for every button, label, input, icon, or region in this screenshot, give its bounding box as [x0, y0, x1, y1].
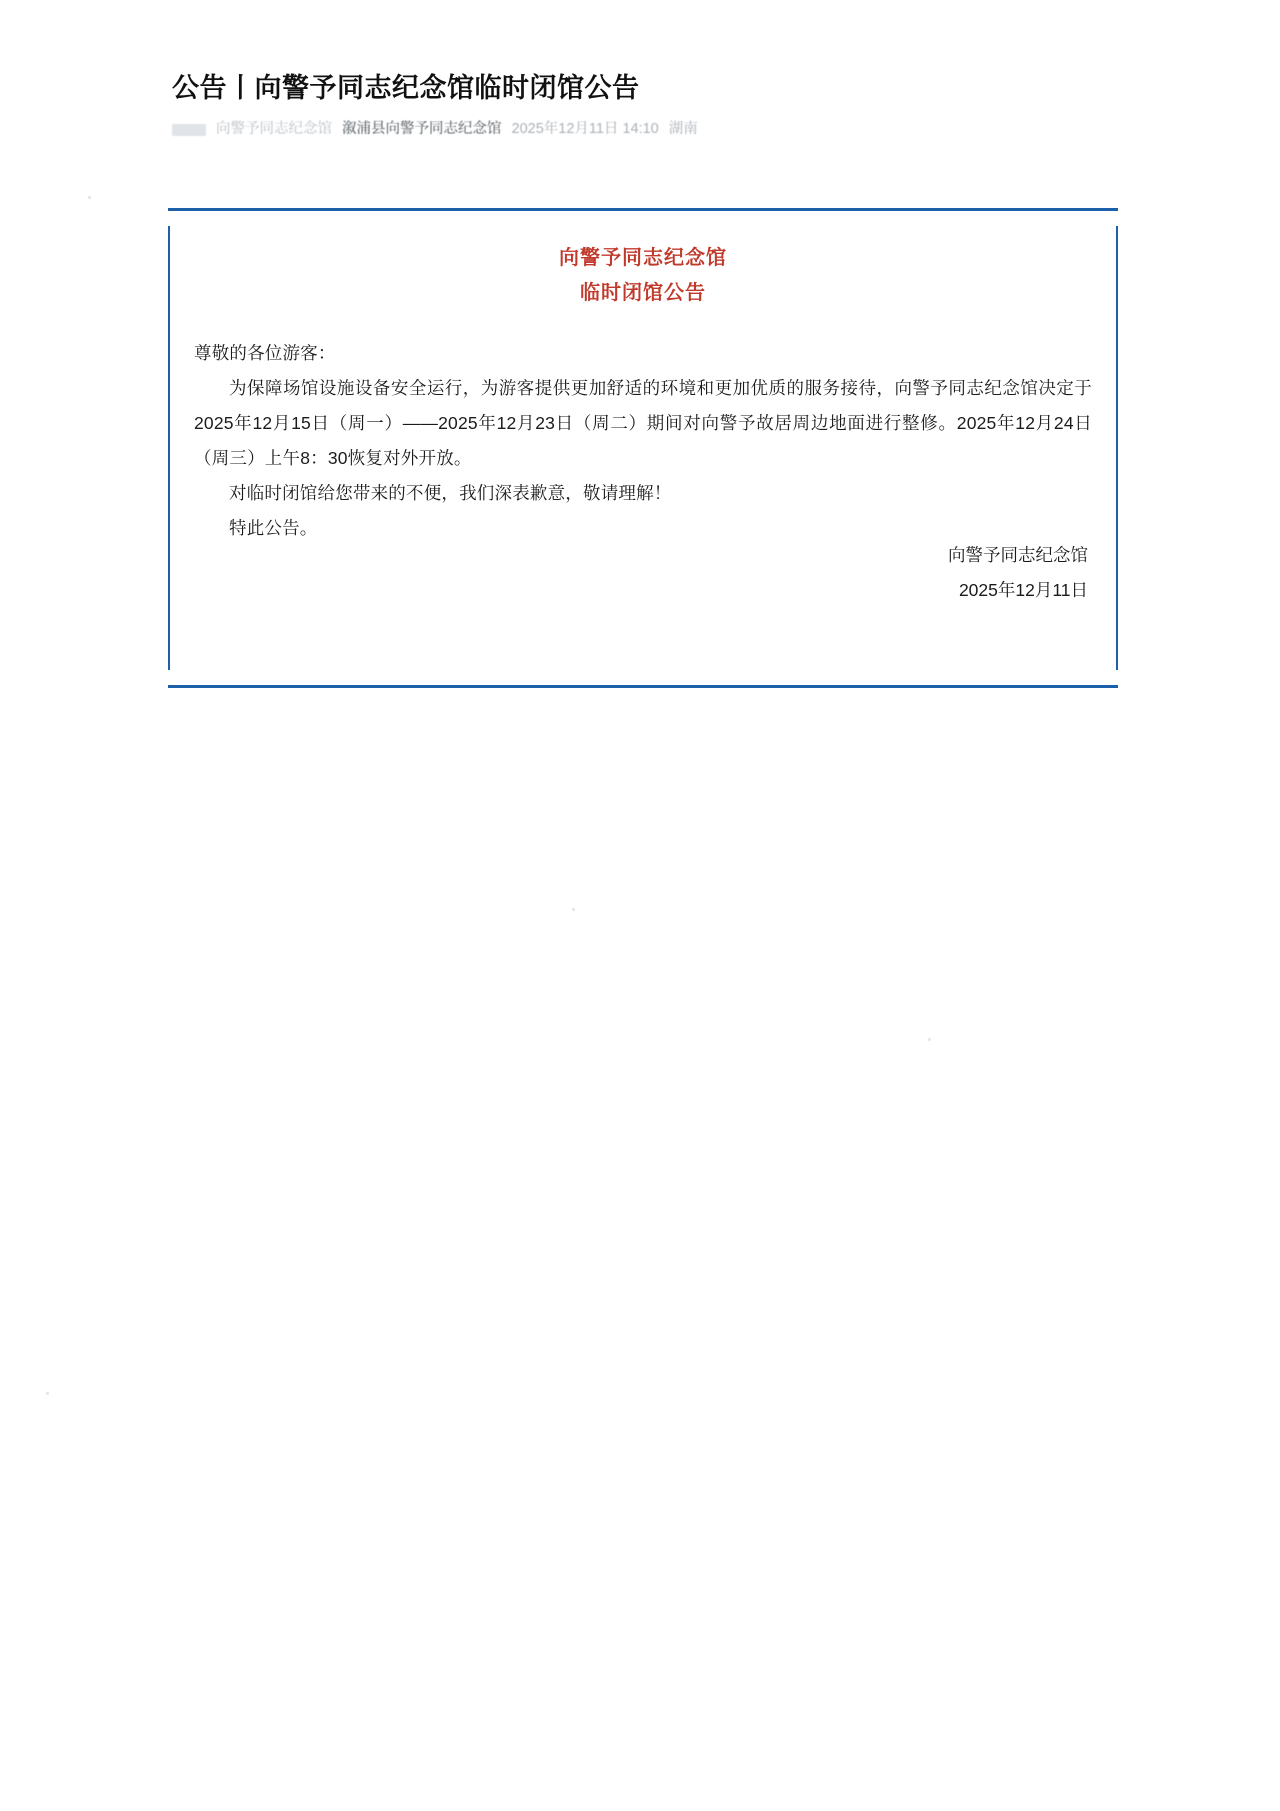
- notice-signature: [768, 538, 1088, 608]
- notice-paragraph-2: 对临时闭馆给您带来的不便，我们深表歉意，敬请理解！: [229, 483, 672, 503]
- notice-body: [194, 336, 1092, 546]
- article-meta: [172, 122, 1112, 137]
- notice-signer: 向警予同志纪念馆: [948, 545, 1088, 565]
- scanned-notice-document: [168, 208, 1118, 688]
- notice-paragraph-3: 特此公告。: [229, 518, 318, 538]
- notice-salutation: 尊敬的各位游客：: [194, 343, 336, 363]
- scan-speck: [928, 1038, 931, 1041]
- notice-heading: [168, 240, 1118, 310]
- wechat-badge-icon: [172, 124, 206, 136]
- meta-location: 湖南: [668, 121, 698, 138]
- meta-account-name[interactable]: 溆浦县向警予同志纪念馆: [342, 121, 502, 138]
- notice-heading-line-1: 向警予同志纪念馆: [559, 245, 727, 269]
- notice-border-bottom: [168, 685, 1118, 688]
- notice-border-top: [168, 208, 1118, 211]
- page-title: 公告丨向警予同志纪念馆临时闭馆公告: [172, 73, 640, 103]
- meta-datetime: 2025年12月11日 14:10: [511, 121, 659, 138]
- notice-paragraph-1: 为保障场馆设施设备安全运行，为游客提供更加舒适的环境和更加优质的服务接待，向警予同志纪念馆决定于2025年12月15日（周一）——2025年12月23日（周二）期间对向警予故居周边地面进行整修。2025年12月24日（周三）上午8：30恢复对外开放。: [194, 378, 1092, 468]
- notice-sign-date: 2025年12月11日: [958, 580, 1088, 600]
- scan-speck: [88, 196, 91, 199]
- meta-faded-account: 向警予同志纪念馆: [216, 121, 332, 138]
- notice-heading-line-2: 临时闭馆公告: [580, 280, 706, 304]
- article-header: [172, 70, 1112, 137]
- scan-speck: [572, 908, 575, 911]
- scan-speck: [46, 1392, 49, 1395]
